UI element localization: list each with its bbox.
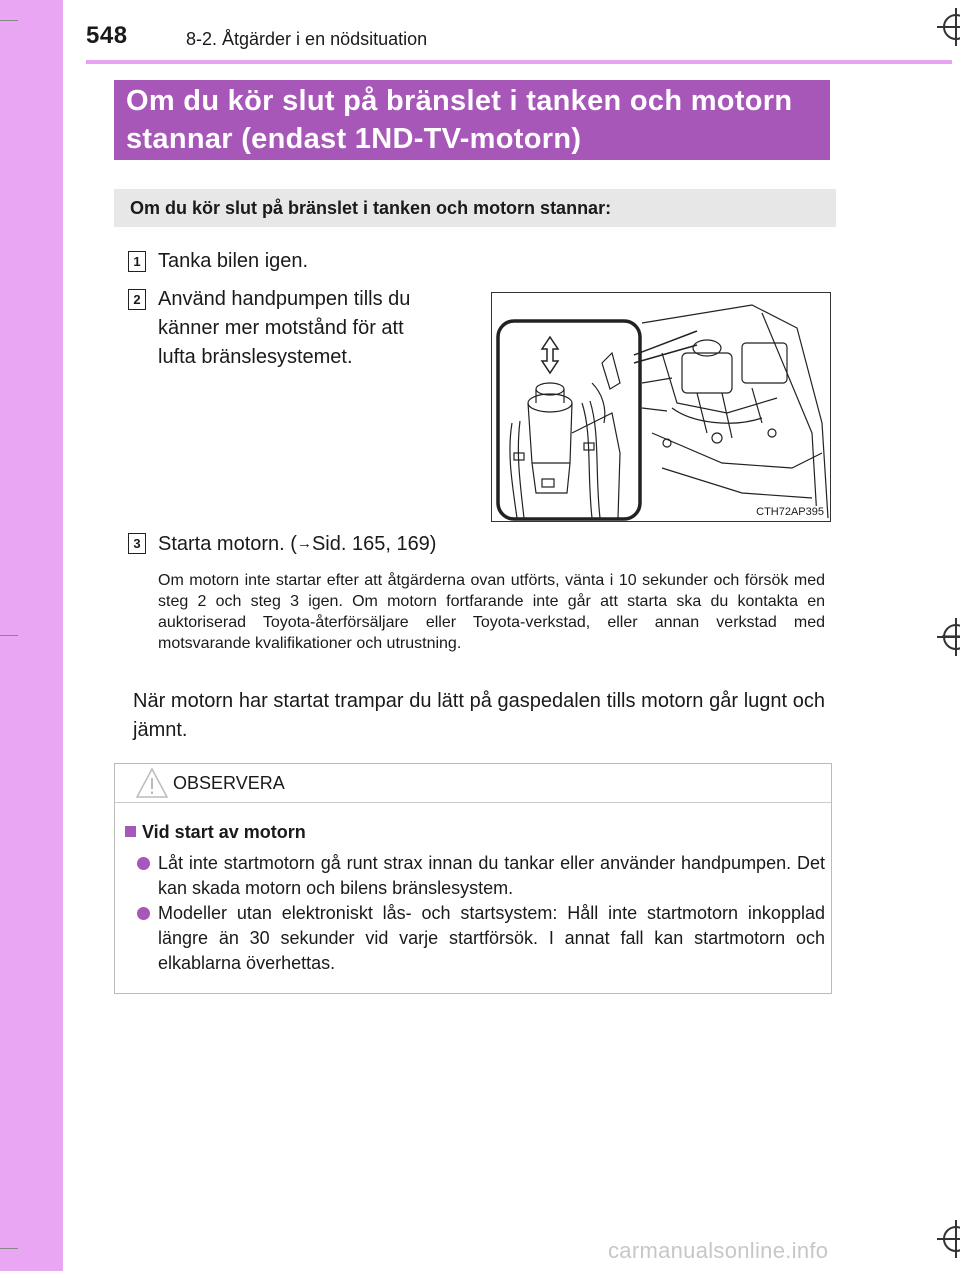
step-number-3: 3 (128, 533, 146, 554)
step-text-1: Tanka bilen igen. (158, 250, 309, 272)
step-text-3 (158, 529, 436, 559)
figure-code: CTH72AP395 (756, 506, 824, 518)
step-text-2-line-2: känner mer motstånd för att (158, 317, 404, 339)
round-bullet-icon (137, 907, 150, 920)
page-number: 548 (86, 22, 128, 49)
caution-bullet-text: Låt inte startmotorn gå runt strax innan du tankar eller använder handpumpen. Det kan skada motorn och bilens bränslesystem. (158, 853, 825, 898)
caution-box (114, 763, 832, 994)
step-text-2-line-1: Använd handpumpen tills du (158, 288, 411, 310)
crop-mark (0, 635, 18, 636)
step-text-3-page-ref: Sid. 165, 169) (311, 533, 437, 555)
caution-bullet (137, 901, 825, 976)
square-bullet-icon (125, 826, 136, 837)
section-header: 8-2. Åtgärder i en nödsituation (186, 29, 428, 49)
page-title-line-1: Om du kör slut på bränslet i tanken och motorn (126, 85, 793, 117)
page-title (114, 80, 830, 160)
crop-mark (0, 1248, 18, 1249)
step-number-1: 1 (128, 251, 146, 272)
step-note: Om motorn inte startar efter att åtgärderna ovan utförts, vänta i 10 sekunder och försök med steg 2 och steg 3 igen. Om motorn fortfarande inte går att starta ska du kontakta en auktoriserad Toyota-återförsäljare eller Toyota-verkstad, eller annan verkstad med motsvarande kvalifikationer och utrustning. (158, 572, 825, 652)
watermark: carmanualsonline.info (608, 1238, 829, 1263)
caution-title: OBSERVERA (173, 773, 285, 793)
registration-mark-icon (943, 624, 960, 650)
header-divider (86, 60, 952, 64)
engine-bay-drawing (492, 293, 830, 521)
arrow-right-icon: → (296, 535, 312, 552)
warning-triangle-icon (135, 767, 169, 799)
page-title-line-2: stannar (endast 1ND-TV-motorn) (126, 123, 582, 155)
round-bullet-icon (137, 857, 150, 870)
step-text-2-line-3: lufta bränslesystemet. (158, 346, 353, 368)
caution-bullet (137, 851, 825, 901)
caution-subheading-text: Vid start av motorn (142, 822, 306, 842)
caution-bullet-text: Modeller utan elektroniskt lås- och startsystem: Håll inte startmotorn inkopplad längre än 30 sekunder vid varje startförsök. I annat fall kan startmotorn och elkablarna överhettas. (158, 903, 825, 973)
step-number-2: 2 (128, 289, 146, 310)
registration-mark-icon (943, 14, 960, 40)
crop-mark (0, 20, 18, 21)
after-start-paragraph: När motorn har startat trampar du lätt på gaspedalen tills motorn går lugnt och jämnt. (133, 690, 825, 741)
procedure-subtitle: Om du kör slut på bränslet i tanken och motorn stannar: (114, 189, 836, 227)
engine-fuel-pump-illustration (491, 292, 831, 522)
caution-subheading (125, 822, 306, 843)
caution-header (115, 764, 831, 803)
step-text-3-before: Starta motorn. ( (158, 533, 297, 555)
registration-mark-icon (943, 1226, 960, 1252)
